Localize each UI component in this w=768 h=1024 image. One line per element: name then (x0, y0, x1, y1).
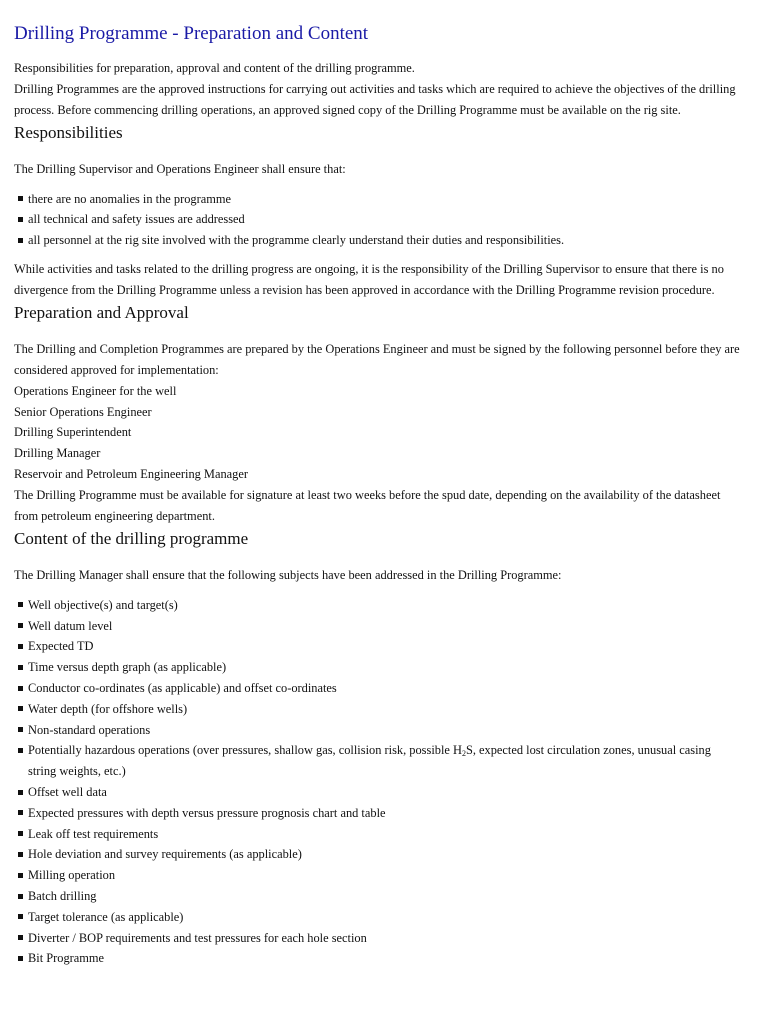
signatory-line: Drilling Manager (14, 446, 101, 461)
list-item: Non-standard operations (14, 720, 740, 741)
hazard-subscript: 2 (461, 749, 466, 759)
section-heading-content: Content of the drilling programme (14, 528, 249, 548)
list-item: Hole deviation and survey requirements (as applicable) (14, 844, 740, 865)
signatory-line: Reservoir and Petroleum Engineering Manager (14, 467, 248, 482)
list-item: Leak off test requirements (14, 824, 740, 845)
list-item: Milling operation (14, 865, 740, 886)
list-item: Batch drilling (14, 886, 740, 907)
list-item: there are no anomalies in the programme (14, 189, 740, 210)
list-item-hazardous-operations (14, 740, 740, 782)
hazard-text-after: S, expected lost circulation zones, unusual casing string weights, etc.) (28, 743, 711, 779)
intro-paragraph: Drilling Programmes are the approved instructions for carrying out activities and tasks which are required to achieve the objectives of the drilling process. Before commencing drilling operations, an approved signed copy of the Drilling Programme must be available on the rig site. (14, 81, 736, 117)
list-item: Time versus depth graph (as applicable) (14, 657, 740, 678)
responsibilities-intro: The Drilling Supervisor and Operations Engineer shall ensure that: (14, 161, 346, 176)
intro-lead: Responsibilities for preparation, approval and content of the drilling programme. (14, 61, 415, 75)
list-item: Target tolerance (as applicable) (14, 907, 740, 928)
section-heading-responsibilities: Responsibilities (14, 122, 123, 142)
page-title: Drilling Programme - Preparation and Content (14, 23, 369, 44)
list-item: Bit Programme (14, 948, 740, 969)
hazard-text-before: Potentially hazardous operations (over pressures, shallow gas, collision risk, possible H (28, 743, 462, 758)
signatory-line: Operations Engineer for the well (14, 383, 177, 398)
list-item: Offset well data (14, 782, 740, 803)
list-item: Water depth (for offshore wells) (14, 699, 740, 720)
list-item: Conductor co-ordinates (as applicable) and offset co-ordinates (14, 678, 740, 699)
preparation-closing: The Drilling Programme must be available for signature at least two weeks before the spud date, depending on the availability of the datasheet from petroleum engineering department. (14, 488, 721, 524)
list-item: Expected TD (14, 636, 740, 657)
list-item: Expected pressures with depth versus pressure prognosis chart and table (14, 803, 740, 824)
responsibilities-list (14, 189, 740, 251)
content-list (14, 595, 740, 969)
section-heading-preparation: Preparation and Approval (14, 302, 189, 322)
list-item: all technical and safety issues are addressed (14, 209, 740, 230)
list-item: Diverter / BOP requirements and test pressures for each hole section (14, 928, 740, 949)
signatory-line: Senior Operations Engineer (14, 404, 152, 419)
preparation-intro: The Drilling and Completion Programmes are prepared by the Operations Engineer and must be signed by the following personnel before they are considered approved for implementation: (14, 341, 740, 377)
signatory-line: Drilling Superintendent (14, 425, 132, 440)
list-item: Well datum level (14, 616, 740, 637)
content-intro: The Drilling Manager shall ensure that the following subjects have been addressed in the Drilling Programme: (14, 567, 562, 582)
responsibilities-closing: While activities and tasks related to the drilling progress are ongoing, it is the responsibility of the Drilling Supervisor to ensure that there is no divergence from the Drilling Programme unless a revision has been approved in accordance with the Drilling Programme revision procedure. (14, 262, 724, 297)
list-item: all personnel at the rig site involved with the programme clearly understand their duties and responsibilities. (14, 230, 740, 251)
list-item: Well objective(s) and target(s) (14, 595, 740, 616)
